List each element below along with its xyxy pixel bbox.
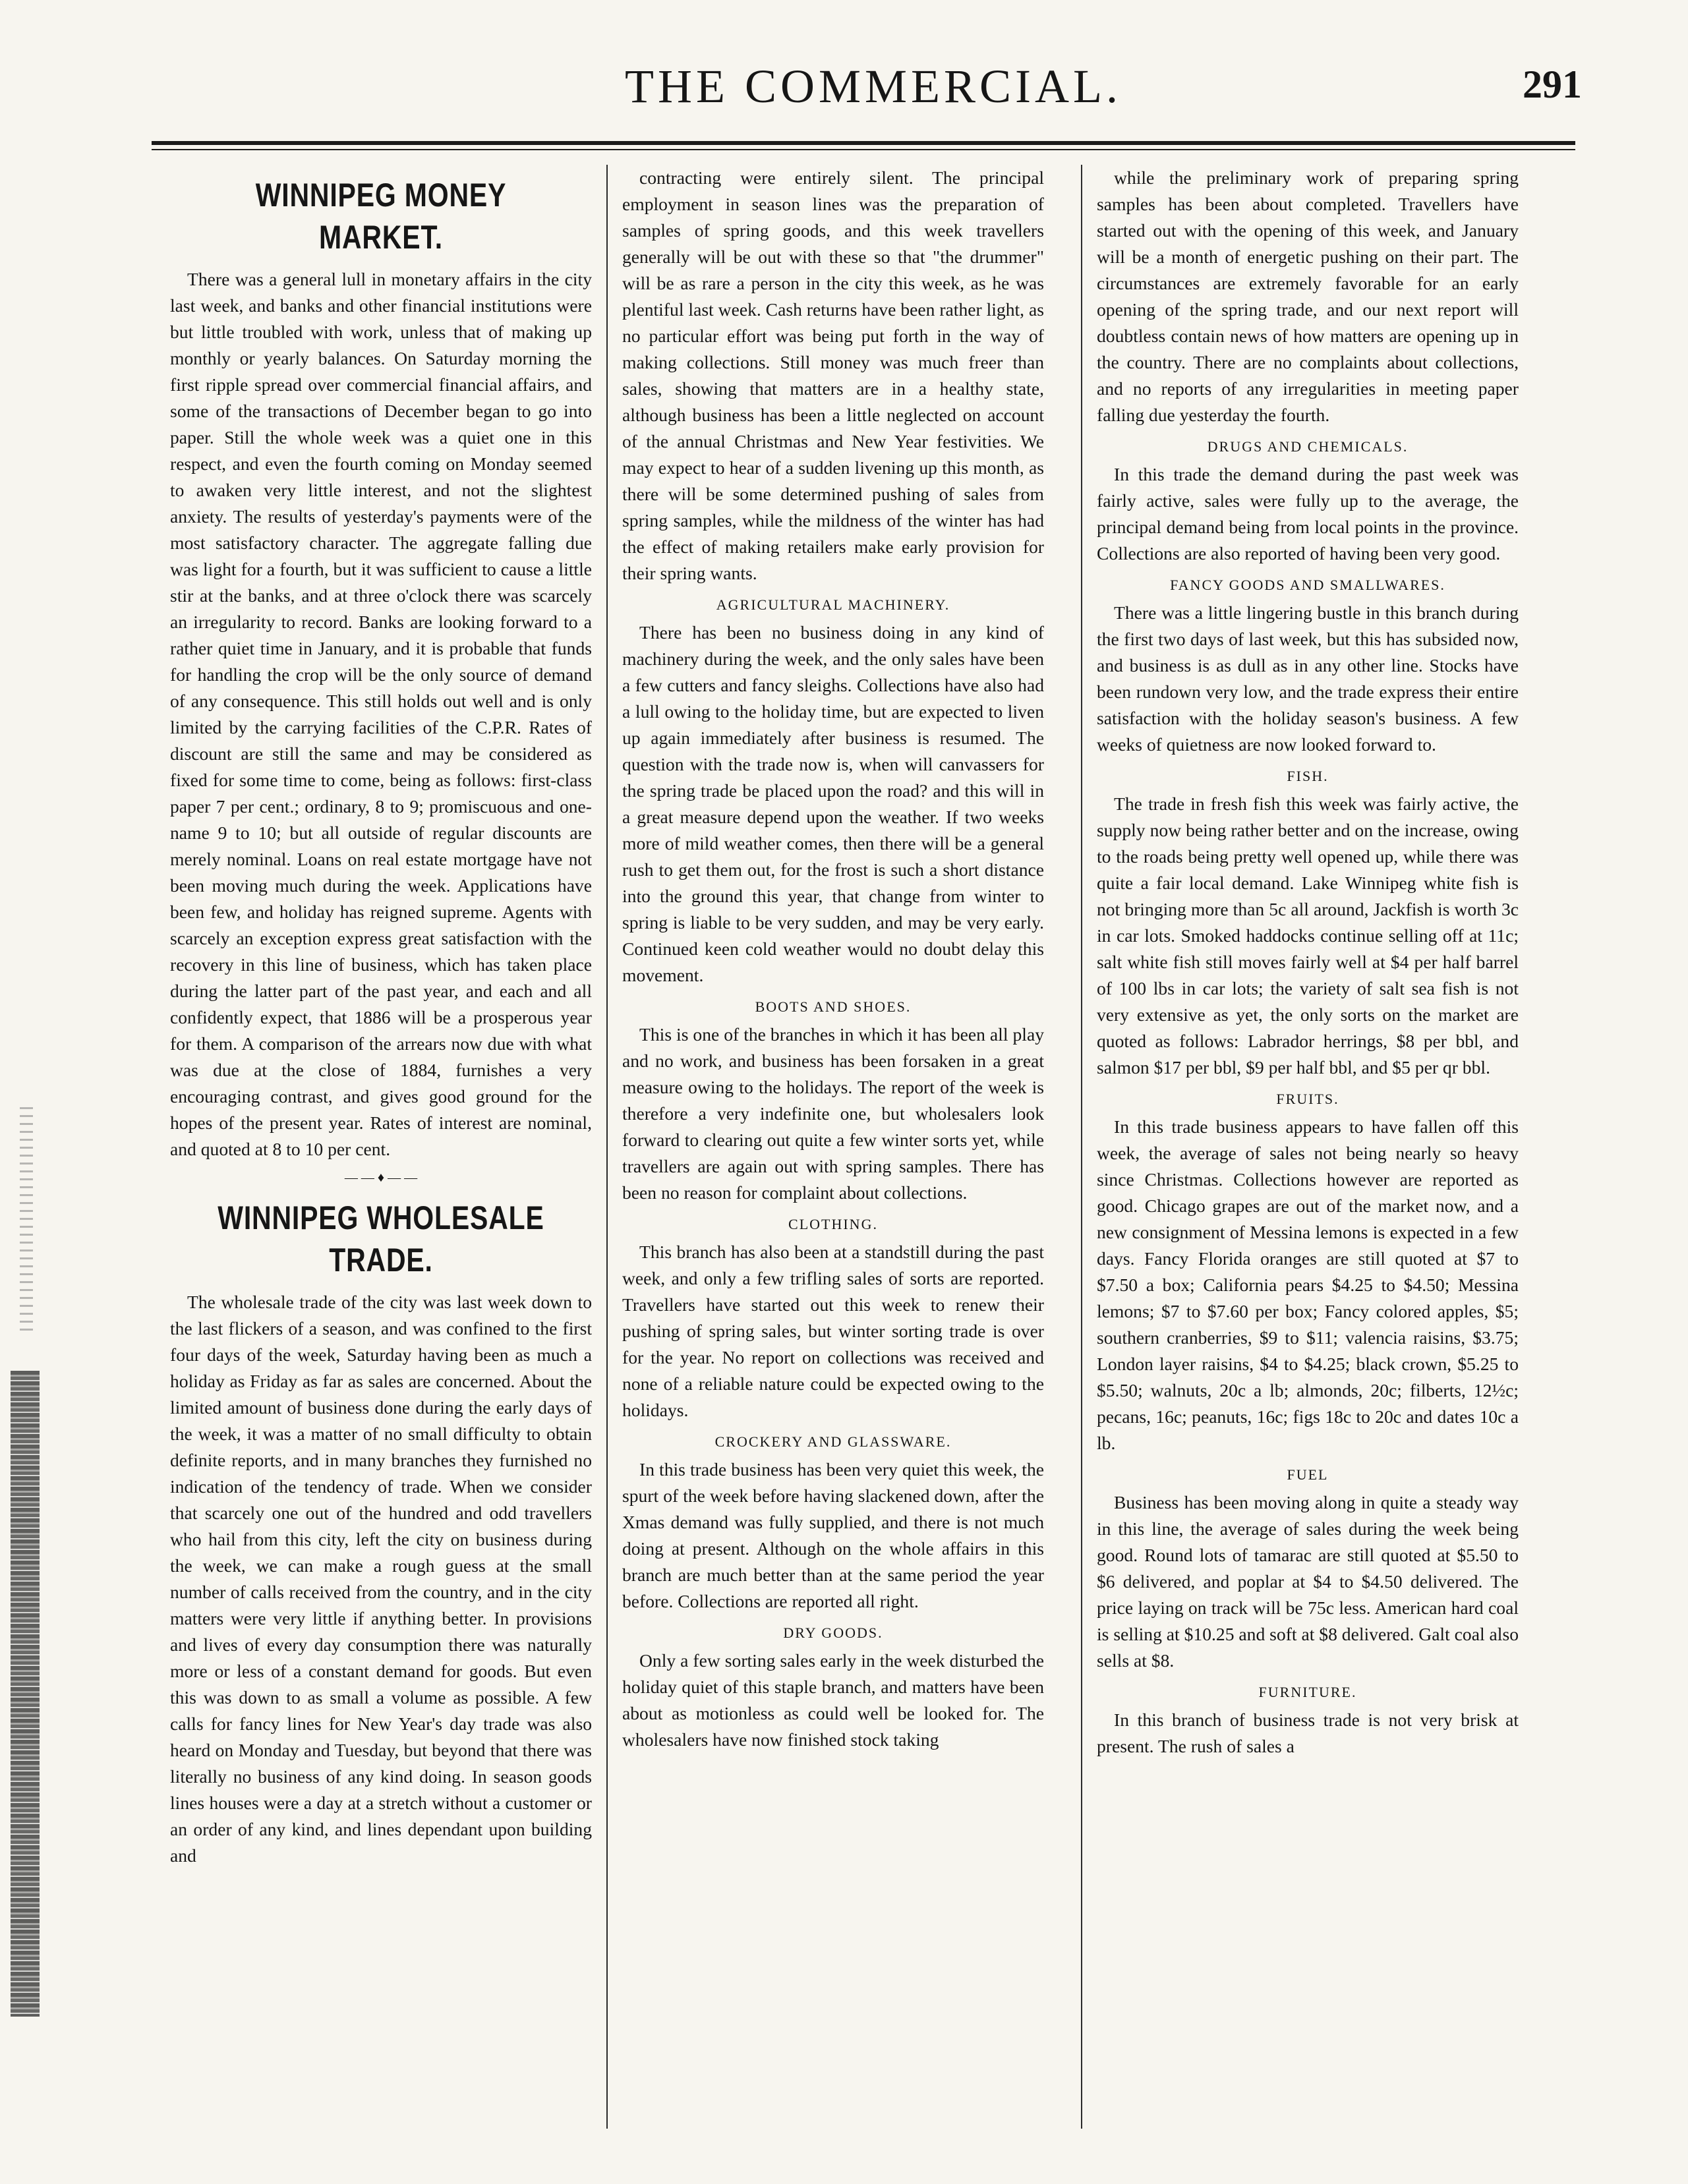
heading-wholesale-trade: WINNIPEG WHOLESALE TRADE. — [218, 1199, 544, 1279]
heading-boots-and-shoes: BOOTS AND SHOES. — [755, 998, 912, 1015]
column-divider-2 — [1081, 165, 1082, 2129]
fruits-paragraph: In this trade business appears to have fallen off this week, the average of sales not being nearly so heavy since Christmas. Collections however are reported as good. Chicago grapes are out of the market now, and a new consignment of Messina lemons is expected in a few days. Fancy Florida oranges are still quoted at $7 to $7.50 a box; California pears $4.25 to $4.50; Messina lemons; $7 to $7.60 per box; Fancy colored apples, $5; southern cranberries, $9 to $11; valencia raisins, $3.75; London layer raisins, $4 to $4.25; black crown, $5.25 to $5.50; walnuts, 20c a lb; almonds, 20c; filberts, 12½c; pecans, 16c; peanuts, 16c; figs 18c to 20c and dates 10c a lb. — [1097, 1116, 1519, 1453]
agricultural-machinery-paragraph: There has been no business doing in any kind of machinery during the week, and the only sales have been a few cutters and fancy sleighs. Collections have also had a lull owing to the holiday time, but are expected to liven up again immediately after business is resumed. The question with the trade now is, when will canvassers for the spring trade be placed upon the road? and this will in a great measure depend upon the weather. If two weeks more of mild weather comes, then there will be a general rush to get them out, for the frost is such a short distance into the ground this year, that change from winter to spring is liable to be very sudden, and may be very early. Continued keen cold weather would no doubt delay this movement. — [622, 622, 1044, 985]
furniture-paragraph: In this branch of business trade is not very brisk at present. The rush of sales a — [1097, 1710, 1519, 1756]
heading-fish: FISH. — [1287, 768, 1329, 784]
heading-furniture: FURNITURE. — [1258, 1684, 1357, 1700]
heading-dry-goods: DRY GOODS. — [783, 1624, 883, 1641]
clothing-paragraph: This branch has also been at a standstill during the past week, and only a few trifling sales of sorts are reported. Travellers have started out this week to renew their pushing of spring sales, but winter sorting trade is over for the year. No report on collections was received and none of a reliable nature could be expected owing to the holidays. — [622, 1242, 1044, 1420]
column-3 — [1097, 165, 1519, 2129]
heading-crockery-glassware: CROCKERY AND GLASSWARE. — [714, 1433, 952, 1450]
wholesale-trade-paragraph: The wholesale trade of the city was last week down to the last flickers of a season, and was confined to the first four days of the week, Saturday having been as much a holiday as Friday as far as sales are concerned. About the limited amount of business done during the early days of the week, it was a matter of no small difficulty to obtain definite reports, and in many branches they furnished no indication of the tendency of trade. When we consider that scarcely one out of the hundred and odd travellers who hail from this city, left the city on business during the week, we can make a rough guess at the small number of calls received from the country, and in the city matters were very little if anything better. In provisions and lives of every day consumption there was naturally more or less of a constant demand for goods. But even this was down to as small a volume as possible. A few calls for fancy lines for New Year's day trade was also heard on Monday and Tuesday, but beyond that there was literally no business of any kind doing. In season goods lines houses were a day at a stretch without a customer or an order of any kind, and lines dependant upon building and — [170, 1292, 592, 1866]
header-rule-thin — [152, 149, 1575, 150]
column-1 — [170, 165, 592, 2129]
heading-fancy-goods: FANCY GOODS AND SMALLWARES. — [1170, 577, 1445, 593]
fuel-paragraph: Business has been moving along in quite a steady way in this line, the average of sales during the week being good. Round lots of tamarac are still quoted at $5.50 to $6 delivered, and poplar at $4 to $4.50 delivered. The price laying on track will be 75c less. American hard coal is selling at $10.25 and soft at $8 delivered. Galt coal also sells at $8. — [1097, 1492, 1519, 1671]
drugs-chemicals-paragraph: In this trade the demand during the past week was fairly active, sales were fully up to the average, the principal demand being from local points in the province. Collections are also reported of having been very good. — [1097, 464, 1519, 563]
heading-drugs-chemicals: DRUGS AND CHEMICALS. — [1207, 438, 1409, 455]
section-separator: — — ♦ — — — [344, 1170, 418, 1185]
header-rule-thick — [152, 141, 1575, 145]
scan-artifact-binding-edge — [11, 1371, 40, 2017]
publication-title: THE COMMERCIAL. — [625, 60, 1122, 113]
dry-goods-paragraph: Only a few sorting sales early in the week disturbed the holiday quiet of this staple branch, and matters have been about as motionless as could well be looked for. The wholesalers have now finished stock taking — [622, 1650, 1044, 1750]
heading-fuel: FUEL — [1287, 1466, 1329, 1483]
column-divider-1 — [606, 165, 608, 2129]
money-market-paragraph: There was a general lull in monetary affairs in the city last week, and banks and other financial institutions were but little troubled with work, unless that of making up monthly or yearly balances. On Saturday morning the first ripple spread over commercial financial affairs, and some of the transactions of December began to go into paper. Still the whole week was a quiet one in this respect, and even the fourth coming on Monday seemed to awaken very little interest, and not the slightest anxiety. The results of yesterday's payments were of the most satisfactory character. The aggregate falling due was light for a fourth, but it was sufficient to cause a little stir at the banks, and at three o'clock there was scarcely an irregularity to record. Banks are looking forward to a rather quiet time in January, and it is probable that funds for handling the crop will be the only source of demand of any consequence. This still holds out well and is only limited by the carrying facilities of the C.P.R. Rates of discount are still the same and may be considered as fixed for some time to come, being as follows: first-class paper 7 per cent.; ordinary, 8 to 9; promiscuous and one-name 9 to 10; but all outside of regular discounts are merely nominal. Loans on real estate mortgage have not been moving much during the week. Applications have been few, and holiday has reigned supreme. Agents with scarcely an exception express great satisfaction with the recovery in this line of business, which has taken place during the latter part of the past year, and each and all confidently expect, that 1886 will be a prosperous year for them. A comparison of the arrears now due with what was due at the close of 1884, furnishes a very encouraging contrast, and gives good ground for the hopes of the present year. Rates of interest are nominal, and quoted at 8 to 10 per cent. — [170, 269, 592, 1159]
heading-money-market: WINNIPEG MONEY MARKET. — [255, 177, 507, 256]
heading-fruits: FRUITS. — [1276, 1091, 1339, 1107]
masthead — [152, 53, 1595, 132]
fancy-goods-paragraph: There was a little lingering bustle in this branch during the first two days of last week, but this has subsided now, and business is as dull as in any other line. Stocks have been rundown very low, and the trade express their entire satisfaction with the holiday season's business. A few weeks of quietness are now looked forward to. — [1097, 602, 1519, 755]
dry-goods-continued-paragraph: while the preliminary work of preparing spring samples has been about completed. Travellers have started out with the opening of this week, and January will be a month of energetic pushing on their part. The circumstances are extremely favorable for an early opening of the spring trade, and our next report will doubtless contain news of how matters are opening up in the country. There are no complaints about collections, and no reports of any irregularities in meeting paper falling due yesterday the fourth. — [1097, 167, 1519, 425]
trade-continued-paragraph: contracting were entirely silent. The principal employment in season lines was the preparation of samples of spring goods, and this week travellers generally will be out with these so that "the drummer" will be as rare a person in the city this week, as he was plentiful last week. Cash returns have been rather light, as no particular effort was being put forth in the way of making collections. Still money was much freer than sales, showing that matters are in a healthy state, although business has been a little neglected on account of the annual Christmas and New Year festivities. We may expect to hear of a sudden livening up this month, as there will be some determined pushing of sales from spring samples, while the mildness of the winter has had the effect of making retailers make early provision for their spring wants. — [622, 167, 1044, 583]
fish-paragraph: The trade in fresh fish this week was fairly active, the supply now being rather better and on the increase, owing to the roads being pretty well opened up, while there was quite a fair local demand. Lake Winnipeg white fish is not bringing more than 5c all around, Jackfish is worth 3c in car lots. Smoked haddocks continue selling off at 11c; salt white fish still moves fairly well at $4 per half barrel of 100 lbs in car lots; the variety of salt sea fish is not very extensive as yet, the only sorts on the market are quoted as follows: Labrador herrings, $8 per bbl, and salmon $17 per bbl, $9 per half bbl, and $5 per qr bbl. — [1097, 793, 1519, 1078]
scan-artifact-dots — [20, 1107, 33, 1331]
crockery-glassware-paragraph: In this trade business has been very quiet this week, the spurt of the week before having slackened down, after the Xmas demand was fully supplied, and there is not much doing at present. Although on the whole affairs in this branch are much better than at the same period the year before. Collections are reported all right. — [622, 1459, 1044, 1611]
column-2 — [622, 165, 1044, 2129]
page-number: 291 — [1523, 63, 1582, 106]
heading-agricultural-machinery: AGRICULTURAL MACHINERY. — [716, 596, 950, 613]
boots-and-shoes-paragraph: This is one of the branches in which it has been all play and no work, and business has been forsaken in a great measure owing to the holidays. The report of the week is therefore a very indefinite one, but wholesalers look forward to clearing out quite a few winter sorts yet, while travellers are again out with spring samples. There has been no reason for complaint about collections. — [622, 1024, 1044, 1203]
heading-clothing: CLOTHING. — [788, 1216, 878, 1232]
